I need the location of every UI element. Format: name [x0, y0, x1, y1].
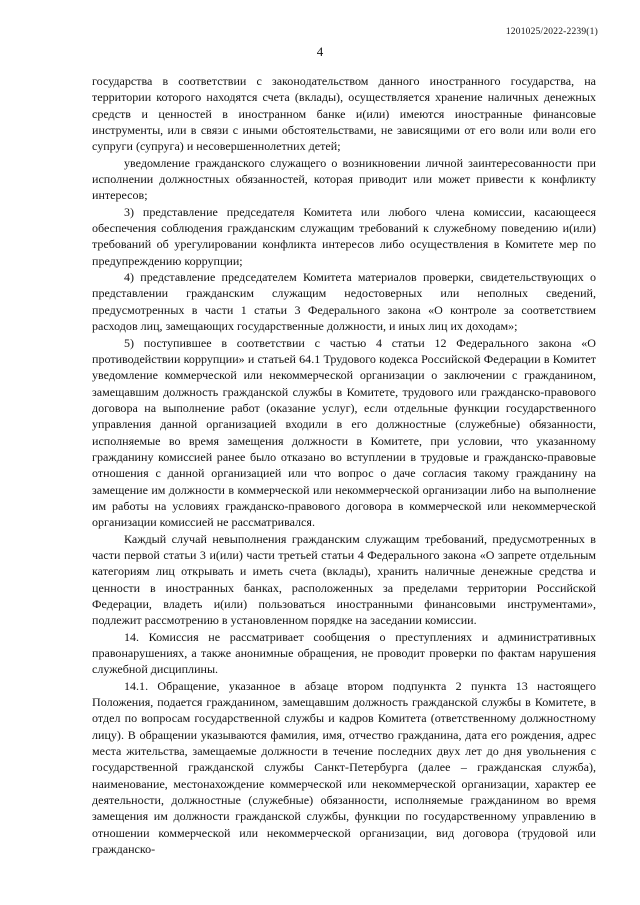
paragraph-each-case: Каждый случай невыполнения гражданским служащим требований, предусмотренных в части первой статьи 3 и(или) части третьей статьи 4 Федерального закона «О запрете отдельным категориям лиц открывать и иметь счета (вклады), хранить наличные денежные средства и ценности в иностранных банках, расположенных за пределами территории Российской Федерации, владеть и(или) пользоваться иностранными финансовыми инструментами», подлежит рассмотрению в установленном порядке на заседании комиссии.: [92, 531, 596, 628]
paragraph-notification-interest: уведомление гражданского служащего о возникновении личной заинтересованности при исполнении должностных обязанностей, которая приводит или может привести к конфликту интересов;: [92, 155, 596, 203]
document-body: [92, 73, 596, 858]
paragraph-item-4: 4) представление председателем Комитета материалов проверки, свидетельствующих о представлении гражданским служащим недостоверных или неполных сведений, предусмотренных в части 1 статьи 3 Федерального закона «О контроле за соответствием расходов лиц, замещающих государственные должности, и иных лиц их доходам»;: [92, 270, 596, 334]
paragraph-continuation: государства в соответствии с законодательством данного иностранного государства, на территории которого находятся счета (вклады), осуществляется хранение наличных денежных средств и ценностей в иностранном банке и(или) имеются иностранные финансовые инструменты, или в связи с иными обстоятельствами, не зависящими от его воли или воли его супруги (супруга) и несовершеннолетних детей;: [92, 74, 596, 154]
paragraph-item-5: 5) поступившее в соответствии с частью 4 статьи 12 Федерального закона «О противодействии коррупции» и статьей 64.1 Трудового кодекса Российской Федерации в Комитет уведомление коммерческой или некоммерческой организации о заключении с гражданином, замещавшим должность гражданской службы в Комитете, трудового или гражданско-правового договора на выполнение работ (оказание услуг), если отдельные функции государственного управления данной организацией входили в его должностные (служебные) обязанности, исполняемые во время замещения должности в Комитете, при условии, что указанному гражданину комиссией ранее было отказано во вступлении в трудовые и гражданско-правовые отношения с данной организацией или что вопрос о даче согласия такому гражданину на замещение им должности в коммерческой или некоммерческой организации либо на выполнение им работы на условиях гражданско-правового договора в коммерческой или некоммерческой организации комиссией не рассматривался.: [92, 335, 596, 530]
paragraph-section-14: 14. Комиссия не рассматривает сообщения о преступлениях и административных правонарушениях, а также анонимные обращения, не проводит проверки по фактам нарушения служебной дисциплины.: [92, 629, 596, 677]
document-id: 1201025/2022-2239(1): [505, 27, 598, 37]
page-number: 4: [316, 44, 324, 59]
paragraph-item-3: 3) представление председателя Комитета или любого члена комиссии, касающееся обеспечения соблюдения гражданским служащим требований к служебному поведению и(или) требований об урегулировании конфликта интересов либо осуществления в Комитете мер по предупреждению коррупции;: [92, 204, 596, 268]
paragraph-section-14-1: 14.1. Обращение, указанное в абзаце втором подпункта 2 пункта 13 настоящего Положения, подается гражданином, замещавшим должность гражданской службы в Комитете, в отдел по вопросам государственной службы и кадров Комитета (ответственному должностному лицу). В обращении указываются фамилия, имя, отчество гражданина, дата его рождения, адрес места жительства, замещаемые должности в течение последних двух лет до дня увольнения с государственной гражданской службы Санкт-Петербурга (далее – гражданская служба), наименование, местонахождение коммерческой или некоммерческой организации, характер ее деятельности, должностные (служебные) обязанности, исполняемые гражданином во время замещения им должности гражданской службы, функции по государственному управлению в отношении коммерческой или некоммерческой организации, вид договора (трудовой или гражданско-: [92, 678, 596, 857]
